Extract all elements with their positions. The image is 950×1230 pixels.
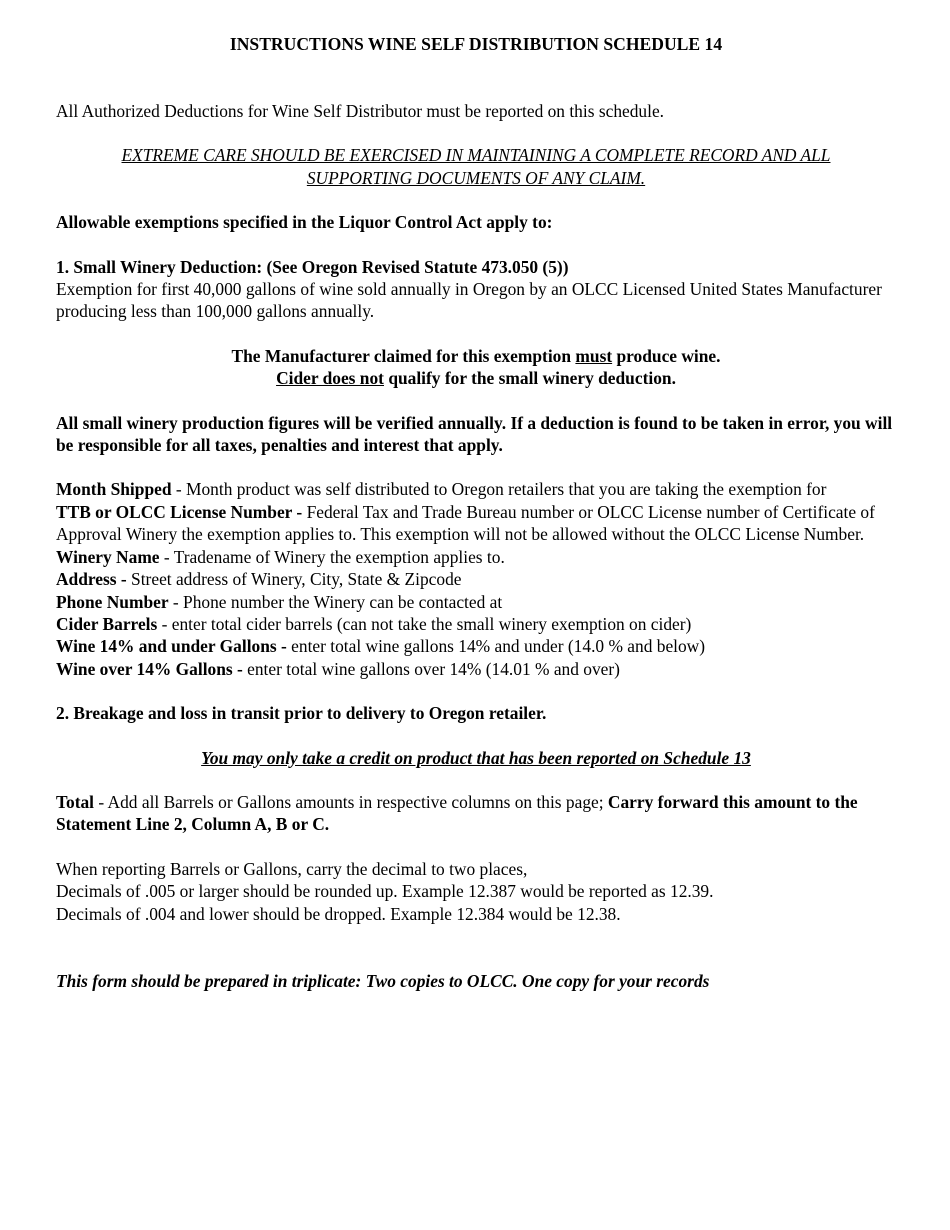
definition-desc: - Phone number the Winery can be contacted at — [168, 591, 503, 612]
manufacturer-note-emphasis: must — [575, 345, 613, 366]
definition-license-number — [56, 501, 896, 546]
manufacturer-note-text: produce wine. — [612, 345, 721, 366]
instructions-page — [56, 32, 896, 992]
definitions-list — [56, 478, 896, 680]
definition-term: Month Shipped — [56, 479, 172, 500]
definition-desc: enter total wine gallons over 14% (14.01 % and over) — [242, 658, 620, 679]
definition-wine-14-under — [56, 635, 896, 657]
definition-month-shipped — [56, 478, 896, 500]
definition-term: Wine over 14% Gallons - — [56, 658, 243, 679]
total-term: Total — [56, 791, 95, 812]
definition-term: Address - — [56, 569, 127, 590]
schedule-13-note: You may only take a credit on product that has been reported on Schedule 13 — [201, 747, 751, 768]
rounding-rule: Decimals of .004 and lower should be dropped. Example 12.384 would be 12.38. — [56, 903, 621, 924]
record-keeping-warning: EXTREME CARE SHOULD BE EXERCISED IN MAINTAINING A COMPLETE RECORD AND ALL SUPPORTING DOCUMENTS OF ANY CLAIM. — [121, 145, 831, 188]
section-2-heading: 2. Breakage and loss in transit prior to delivery to Oregon retailer. — [56, 703, 547, 724]
definition-winery-name — [56, 546, 896, 568]
definition-address — [56, 568, 896, 590]
definition-wine-over-14 — [56, 658, 896, 680]
page-title: INSTRUCTIONS WINE SELF DISTRIBUTION SCHEDULE 14 — [229, 34, 723, 54]
rounding-rule: When reporting Barrels or Gallons, carry the decimal to two places, — [56, 858, 528, 879]
definition-phone-number — [56, 591, 896, 613]
rounding-rules — [56, 858, 896, 925]
definition-term: Winery Name — [56, 546, 160, 567]
definition-term: TTB or OLCC License Number - — [56, 501, 303, 522]
manufacturer-note-line-1 — [56, 345, 896, 367]
manufacturer-note-text: The Manufacturer claimed for this exemption — [231, 345, 576, 366]
rounding-rule: Decimals of .005 or larger should be rounded up. Example 12.387 would be reported as 12.39. — [56, 881, 714, 902]
definition-desc: enter total wine gallons 14% and under (14.0 % and below) — [286, 636, 706, 657]
definition-desc: - Tradename of Winery the exemption applies to. — [159, 546, 505, 567]
allowable-exemptions-heading: Allowable exemptions specified in the Liquor Control Act apply to: — [56, 212, 553, 233]
verification-note: All small winery production figures will be verified annually. If a deduction is found to be taken in error, you will be responsible for all taxes, penalties and interest that apply. — [56, 412, 893, 456]
cider-note-emphasis: Cider does not — [276, 368, 384, 389]
definition-term: Wine 14% and under Gallons - — [56, 636, 287, 657]
definition-term: Cider Barrels — [56, 613, 158, 634]
triplicate-note: This form should be prepared in triplicate: Two copies to OLCC. One copy for your records — [56, 970, 710, 991]
definition-desc: Street address of Winery, City, State & Zipcode — [126, 569, 462, 590]
total-carry-forward: Carry forward this amount to the Statement Line 2, Column A, B or C. — [56, 791, 858, 835]
intro-text: All Authorized Deductions for Wine Self Distributor must be reported on this schedule. — [56, 101, 665, 121]
cider-note-text: qualify for the small winery deduction. — [383, 368, 676, 389]
total-desc: - Add all Barrels or Gallons amounts in respective columns on this page; — [94, 791, 608, 812]
definition-desc: - enter total cider barrels (can not take the small winery exemption on cider) — [157, 613, 692, 634]
definition-term: Phone Number — [56, 591, 169, 612]
manufacturer-note — [56, 345, 896, 390]
total-instruction — [56, 791, 896, 836]
definition-cider-barrels — [56, 613, 896, 635]
definition-desc: - Month product was self distributed to Oregon retailers that you are taking the exemption for — [171, 479, 827, 500]
definition-desc: Federal Tax and Trade Bureau number or OLCC License number of Certificate of Approval Winery the exemption applies to. This exemption will not be allowed without the OLCC License Number. — [56, 501, 875, 545]
manufacturer-note-line-2 — [56, 367, 896, 389]
section-1-body: Exemption for first 40,000 gallons of wine sold annually in Oregon by an OLCC Licensed United States Manufacturer producing less than 100,000 gallons annually. — [56, 279, 882, 322]
section-1-heading: 1. Small Winery Deduction: (See Oregon Revised Statute 473.050 (5)) — [56, 256, 569, 277]
